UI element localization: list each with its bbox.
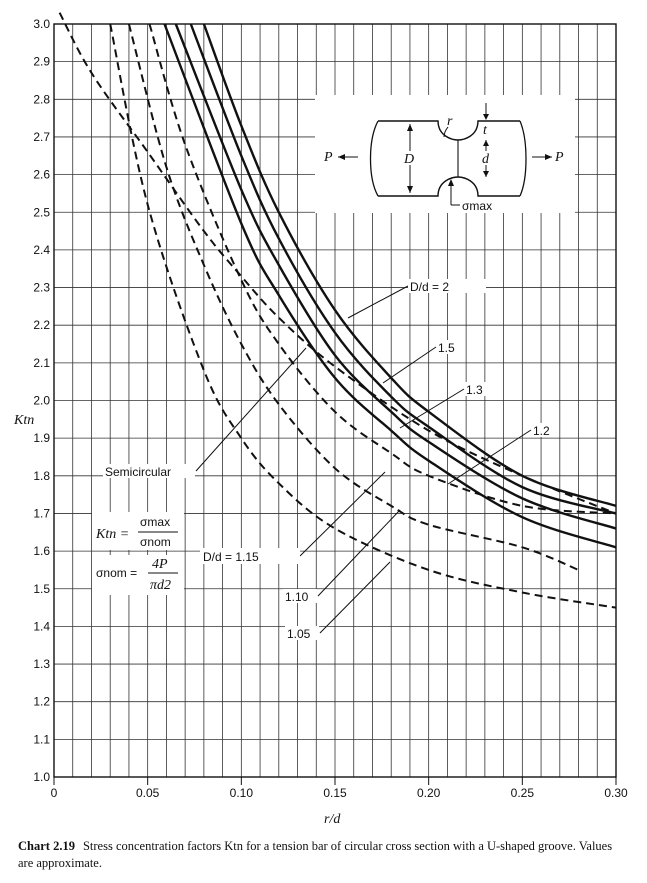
leader-dd-2	[348, 286, 408, 318]
y-tick-label: 1.1	[33, 732, 50, 747]
svg-text:t: t	[483, 123, 487, 138]
svg-text:σmax: σmax	[462, 199, 493, 213]
leader-semicircular	[196, 348, 306, 471]
svg-text:σnom =: σnom =	[96, 566, 138, 580]
svg-text:4P: 4P	[152, 557, 168, 572]
svg-text:D: D	[404, 152, 415, 167]
formula-sigma-nom	[92, 555, 184, 595]
y-tick-label: 1.5	[33, 581, 50, 596]
svg-text:P: P	[555, 150, 564, 165]
caption-number: Chart 2.19	[18, 839, 75, 853]
label-dd-1-5: 1.5	[438, 341, 455, 355]
y-tick-label: 2.5	[33, 205, 50, 220]
y-tick-label: 2.9	[33, 54, 50, 69]
x-tick-label: 0.15	[323, 786, 347, 800]
leader-dd-1-10	[318, 510, 400, 596]
y-tick-label: 1.0	[33, 770, 50, 784]
caption-text: Stress concentration factors Ktn for a tension bar of circular cross section with a U-shaped groove. Values are approximate.	[18, 839, 613, 870]
x-axis-label: r/d	[324, 812, 341, 827]
label-dd-1-10: 1.10	[285, 590, 309, 604]
figure-caption	[18, 838, 630, 872]
leader-dd-1-05	[320, 562, 390, 633]
label-dd-1-3: 1.3	[466, 383, 483, 397]
svg-text:d: d	[482, 152, 489, 167]
label-dd-2: D/d = 2	[410, 280, 450, 294]
x-tick-label: 0.20	[416, 786, 441, 800]
x-tick-label: 0	[50, 786, 58, 800]
y-tick-label: 2.7	[33, 129, 50, 144]
svg-text:σmax: σmax	[140, 515, 171, 529]
y-tick-label: 3.0	[33, 17, 50, 31]
label-dd-1-2: 1.2	[533, 424, 550, 438]
svg-text:Ktn =: Ktn =	[96, 527, 130, 542]
grooved-bar-diagram	[315, 95, 575, 213]
y-tick-label: 1.6	[33, 544, 50, 559]
label-leaders	[196, 286, 531, 633]
y-tick-label: 2.0	[33, 393, 50, 408]
y-tick-label: 2.8	[33, 92, 50, 107]
y-tick-labels	[33, 17, 50, 784]
label-dd-1-05: 1.05	[287, 627, 311, 641]
label-semicircular: Semicircular	[105, 465, 172, 479]
y-tick-label: 1.4	[33, 619, 50, 634]
y-tick-label: 2.6	[33, 167, 50, 182]
x-tick-label: 0.30	[604, 786, 628, 800]
x-tick-label: 0.25	[510, 786, 535, 800]
y-axis-label: Ktn	[14, 413, 35, 428]
y-tick-label: 1.9	[33, 431, 50, 446]
label-dd-1-15: D/d = 1.15	[203, 550, 259, 564]
formula-ktn	[92, 512, 184, 550]
y-tick-label: 1.7	[33, 506, 50, 521]
svg-text:πd2: πd2	[150, 578, 172, 593]
y-tick-label: 1.8	[33, 468, 50, 483]
x-tick-labels	[51, 777, 628, 800]
y-tick-label: 2.2	[33, 318, 50, 333]
y-tick-label: 2.3	[33, 280, 50, 295]
y-tick-label: 2.4	[33, 242, 50, 257]
y-tick-label: 1.2	[33, 694, 50, 709]
x-tick-label: 0.10	[229, 786, 254, 800]
svg-text:σnom: σnom	[140, 535, 171, 549]
svg-text:r: r	[447, 114, 453, 129]
svg-text:P: P	[324, 150, 333, 165]
y-tick-label: 2.1	[33, 355, 50, 370]
y-tick-label: 1.3	[33, 657, 50, 672]
x-tick-label: 0.05	[135, 786, 160, 800]
